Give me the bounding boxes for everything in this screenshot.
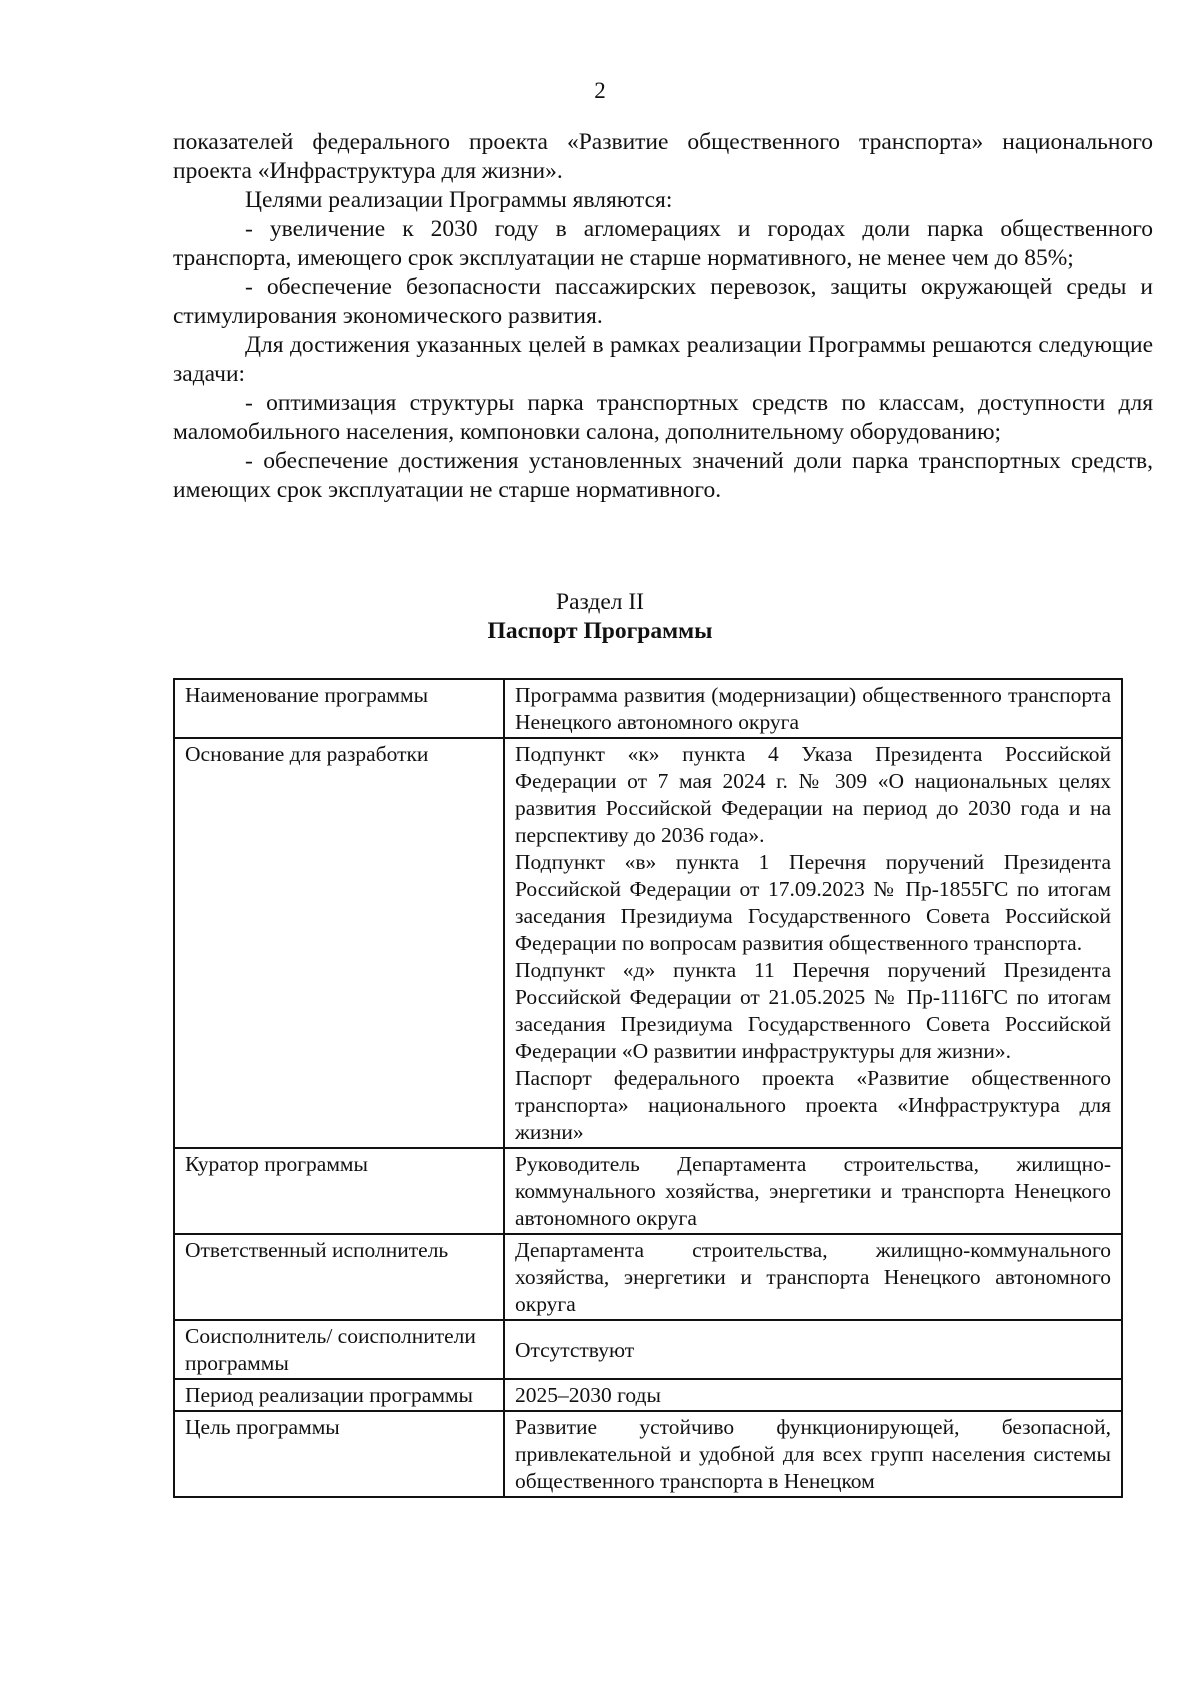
body-text [173,128,1153,505]
value-paragraph: Руководитель Департамента строительства, жилищно-коммунального хозяйства, энергетики и транспорта Ненецкого автономного округа [515,1152,1111,1230]
table-row [174,1411,1122,1497]
row-value [504,1411,1122,1497]
value-paragraph: Подпункт «к» пункта 4 Указа Президента Российской Федерации от 7 мая 2024 г. № 309 «О национальных целях развития Российской Федерации на период до 2030 года и на перспективу до 2036 года». [515,742,1111,847]
table-row [174,1320,1122,1379]
section-title: Раздел II [556,589,644,615]
value-paragraph: 2025–2030 годы [515,1383,661,1407]
table-row [174,1379,1122,1411]
row-value [504,1234,1122,1320]
paragraph: - обеспечение достижения установленных значений доли парка транспортных средств, имеющих срок эксплуатации не старше нормативного. [173,448,1153,503]
row-value [504,1320,1122,1379]
table-row [174,738,1122,1148]
table-row [174,1148,1122,1234]
value-paragraph: Подпункт «д» пункта 11 Перечня поручений Президента Российской Федерации от 21.05.2025 № Пр-1116ГС по итогам заседания Президиума Государственного Совета Российской Федерации «О развитии инфраструктуры для жизни». [515,958,1111,1063]
paragraph: Для достижения указанных целей в рамках реализации Программы решаются следующие задачи: [173,332,1153,387]
value-paragraph: Отсутствуют [515,1337,635,1362]
value-paragraph: Паспорт федерального проекта «Развитие общественного транспорта» национального проекта «Инфраструктура для жизни» [515,1066,1111,1144]
row-label: Цель программы [174,1411,504,1497]
row-label: Период реализации программы [174,1379,504,1411]
row-value [504,1148,1122,1234]
paragraph: - оптимизация структуры парка транспортных средств по классам, доступности для маломобильного населения, компоновки салона, дополнительному оборудованию; [173,390,1153,445]
table-row [174,679,1122,738]
page-number: 2 [594,78,606,103]
row-label: Наименование программы [174,679,504,738]
value-paragraph: Развитие устойчиво функционирующей, безопасной, привлекательной и удобной для всех групп населения системы общественного транспорта в Ненецком [515,1415,1111,1493]
row-value [504,679,1122,738]
section-subtitle: Паспорт Программы [487,618,713,644]
row-label: Куратор программы [174,1148,504,1234]
row-label: Соисполнитель/ соисполнители программы [174,1320,504,1379]
value-paragraph: Подпункт «в» пункта 1 Перечня поручений Президента Российской Федерации от 17.09.2023 № Пр-1855ГС по итогам заседания Президиума Государственного Совета Российской Федерации по вопросам развития общественного транспорта. [515,850,1111,955]
row-value [504,738,1122,1148]
paragraph: - увеличение к 2030 году в агломерациях и городах доли парка общественного транспорта, имеющего срок эксплуатации не старше нормативного, не менее чем до 85%; [173,216,1153,271]
table-row [174,1234,1122,1320]
value-paragraph: Программа развития (модернизации) общественного транспорта Ненецкого автономного округа [515,683,1111,734]
row-label: Основание для разработки [174,738,504,1148]
paragraph: показателей федерального проекта «Развитие общественного транспорта» национального проекта «Инфраструктура для жизни». [173,129,1153,184]
paragraph: - обеспечение безопасности пассажирских перевозок, защиты окружающей среды и стимулирования экономического развития. [173,274,1153,329]
value-paragraph: Департамента строительства, жилищно-коммунального хозяйства, энергетики и транспорта Ненецкого автономного округа [515,1238,1111,1316]
paragraph: Целями реализации Программы являются: [245,187,673,213]
row-value [504,1379,1122,1411]
passport-table [173,678,1123,1498]
row-label: Ответственный исполнитель [174,1234,504,1320]
section-heading [0,588,1200,646]
